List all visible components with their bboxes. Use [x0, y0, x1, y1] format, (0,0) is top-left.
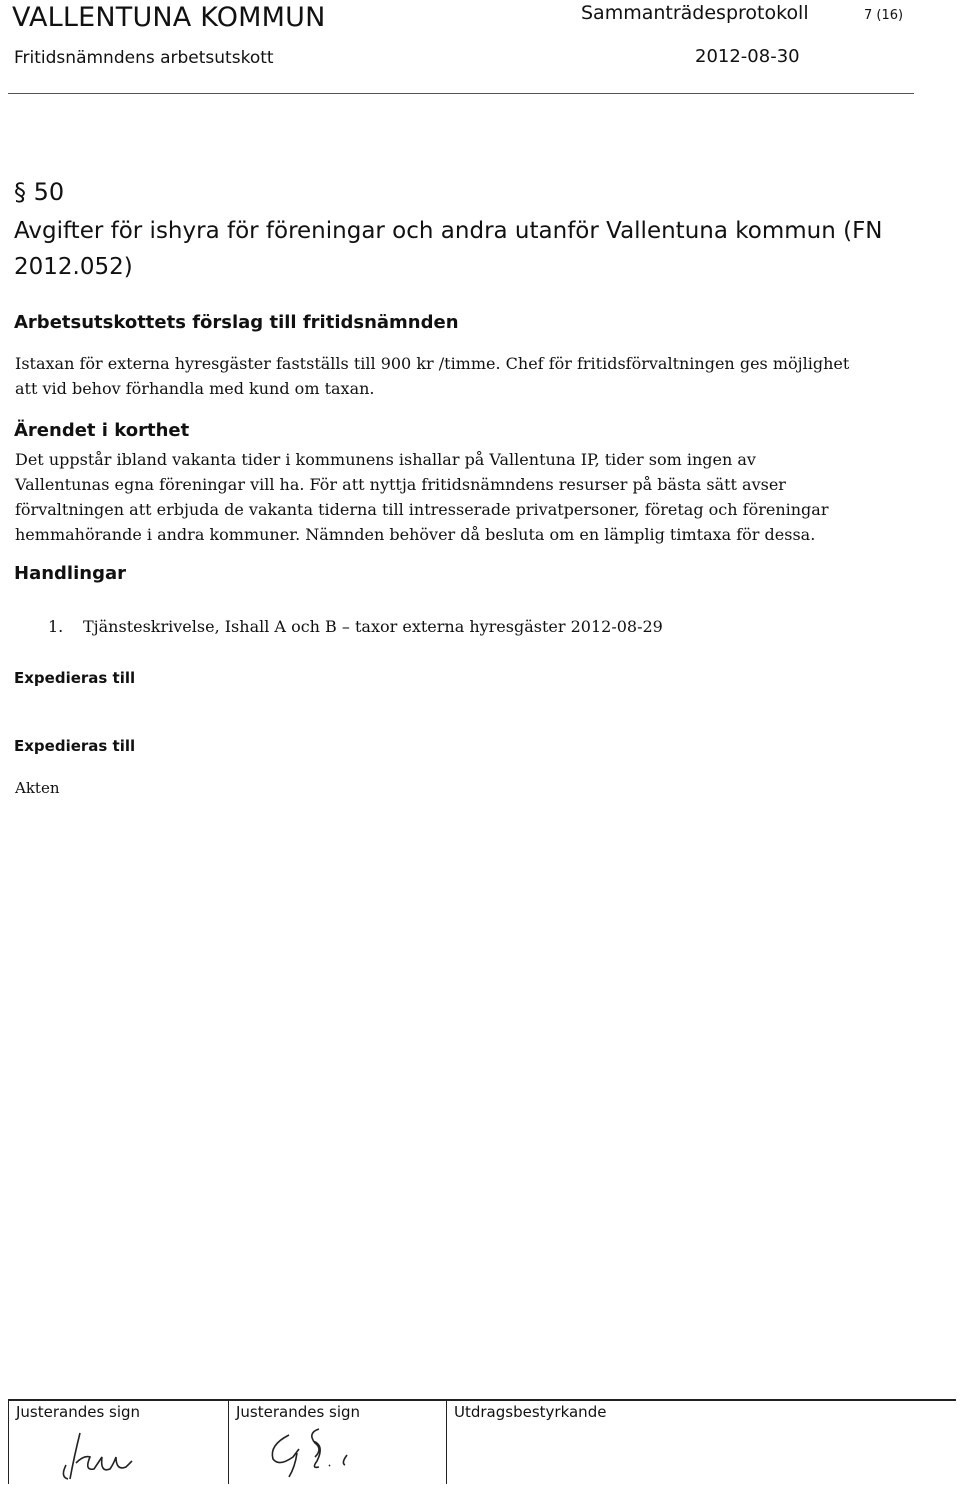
signature-footer	[8, 1399, 956, 1484]
document-item-number: 1.	[48, 617, 64, 636]
expedieras-heading: Expedieras till	[14, 669, 136, 687]
protocol-type: Sammanträdesprotokoll	[581, 2, 809, 24]
extract-label: Utdragsbestyrkande	[454, 1403, 607, 1421]
expedieras-recipient: Akten	[15, 779, 60, 797]
expedieras-heading: Expedieras till	[14, 737, 136, 755]
proposal-line: att vid behov förhandla med kund om taxan.	[15, 379, 375, 398]
extract-cell	[446, 1399, 957, 1484]
committee-name: Fritidsnämndens arbetsutskott	[14, 48, 274, 68]
summary-line: Det uppstår ibland vakanta tider i kommunens ishallar på Vallentuna IP, tider som ingen av	[15, 450, 756, 469]
meeting-date: 2012-08-30	[695, 46, 800, 67]
section-number: § 50	[14, 178, 65, 206]
handwritten-signature-2	[259, 1419, 369, 1481]
proposal-heading: Arbetsutskottets förslag till fritidsnämnden	[14, 312, 459, 333]
documents-heading: Handlingar	[14, 563, 126, 584]
summary-heading: Ärendet i korthet	[14, 420, 190, 441]
signature-label: Justerandes sign	[16, 1403, 141, 1421]
section-title: Avgifter för ishyra för föreningar och andra utanför Vallentuna kommun (FN 2012.052)	[14, 218, 883, 280]
summary-line: hemmahörande i andra kommuner. Nämnden behöver då besluta om en lämplig timtaxa för dessa.	[15, 525, 816, 544]
summary-line: förvaltningen att erbjuda de vakanta tiderna till intresserade privatpersoner, företag och föreningar	[15, 500, 829, 519]
proposal-line: Istaxan för externa hyresgäster fastställs till 900 kr /timme. Chef för fritidsförvaltningen ges möjlighet	[15, 354, 850, 373]
document-item-text: Tjänsteskrivelse, Ishall A och B – taxor externa hyresgäster 2012-08-29	[83, 617, 663, 636]
header-divider	[8, 93, 914, 94]
page-number: 7 (16)	[864, 8, 904, 23]
handwritten-signature-1	[54, 1427, 144, 1482]
signature-cell-1	[8, 1399, 229, 1484]
signature-label: Justerandes sign	[236, 1403, 361, 1421]
municipality-name: VALLENTUNA KOMMUN	[12, 2, 326, 33]
summary-line: Vallentunas egna föreningar vill ha. För att nyttja fritidsnämndens resurser på bästa sätt avser	[15, 475, 786, 494]
signature-cell-2	[228, 1399, 447, 1484]
